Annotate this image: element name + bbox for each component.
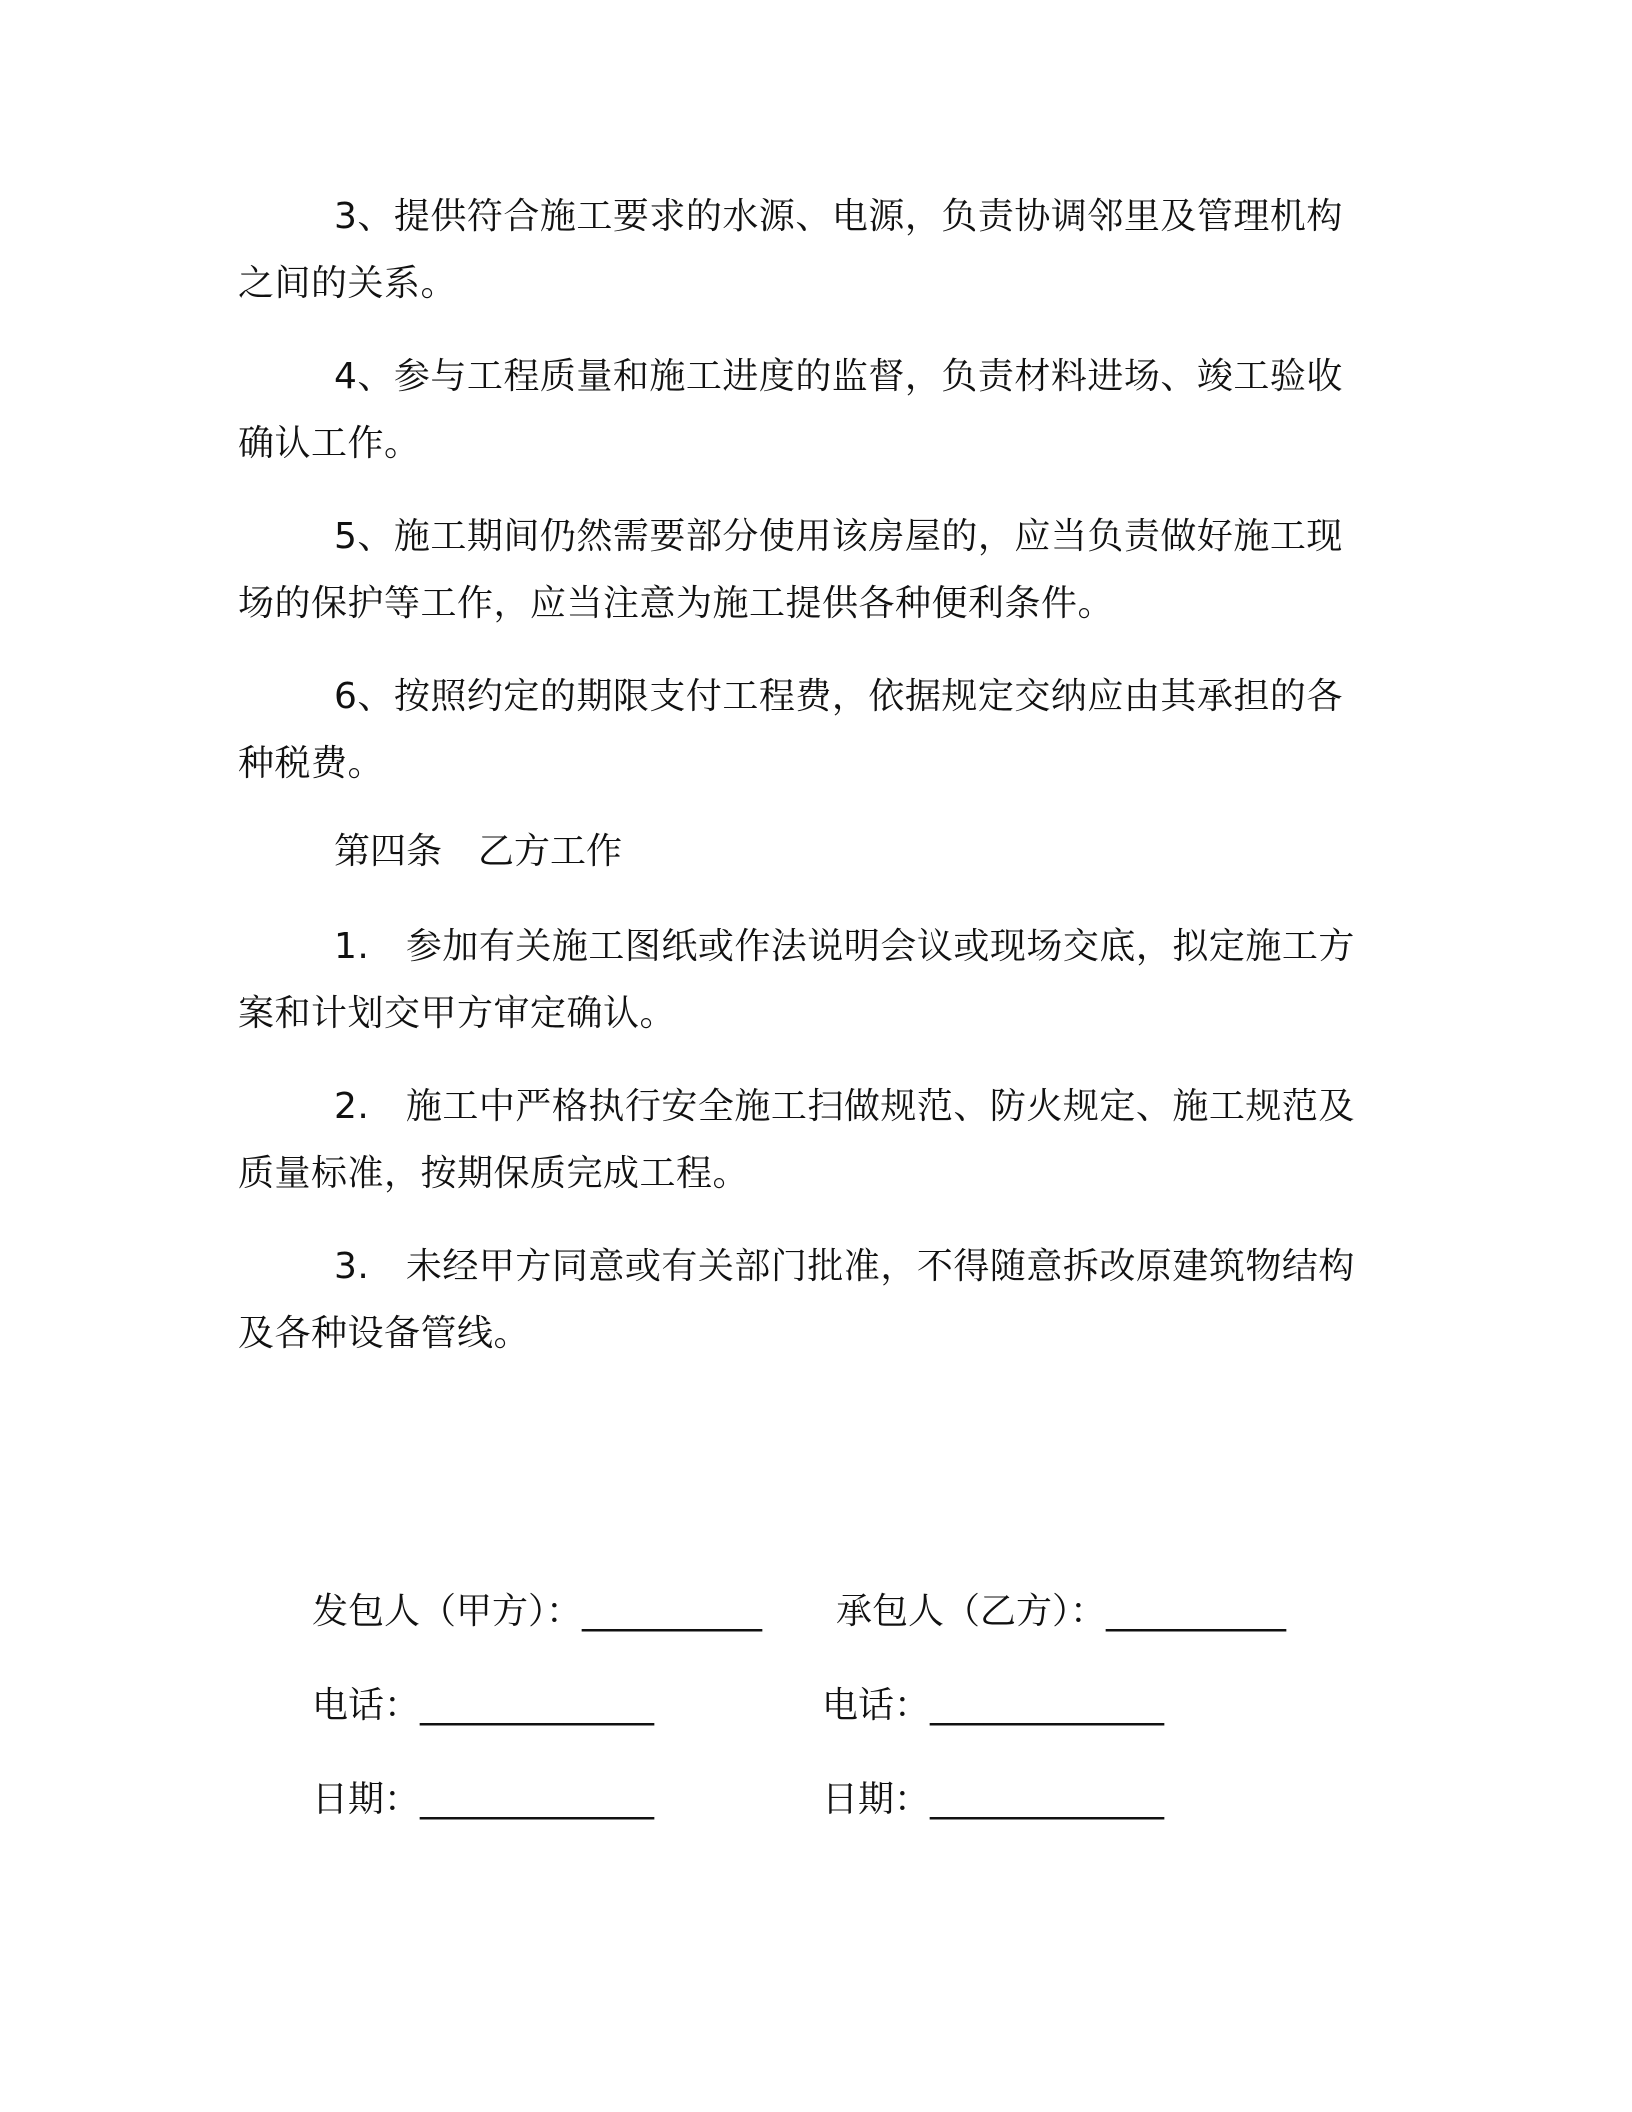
clause-a3: 3、提供符合施工要求的水源、电源，负责协调邻里及管理机构之间的关系。 [238, 196, 1343, 304]
clause-b2: 2. 施工中严格执行安全施工扫做规范、防火规定、施工规范及质量标准，按期保质完成工程。 [238, 1086, 1355, 1194]
clause-a5: 5、施工期间仍然需要部分使用该房屋的，应当负责做好施工现场的保护等工作，应当注意为施工提供各种便利条件。 [238, 516, 1343, 624]
party-a-signature: 发包人（甲方）：__________ [312, 1591, 763, 1632]
article-4-heading: 第四条 乙方工作 [334, 831, 623, 872]
clause-a4: 4、参与工程质量和施工进度的监督，负责材料进场、竣工验收确认工作。 [238, 356, 1343, 464]
party-b-signature: 承包人（乙方）：__________ [836, 1591, 1287, 1632]
clause-b3: 3. 未经甲方同意或有关部门批准，不得随意拆改原建筑物结构及各种设备管线。 [238, 1246, 1355, 1354]
clause-b1: 1. 参加有关施工图纸或作法说明会议或现场交底，拟定施工方案和计划交甲方审定确认。 [238, 926, 1355, 1034]
clause-a6: 6、按照约定的期限支付工程费，依据规定交纳应由其承担的各种税费。 [238, 676, 1343, 784]
party-a-phone: 电话：_____________ [312, 1685, 655, 1726]
party-b-phone: 电话：_____________ [822, 1685, 1165, 1726]
party-b-date: 日期：_____________ [822, 1779, 1165, 1820]
party-a-date: 日期：_____________ [312, 1779, 655, 1820]
